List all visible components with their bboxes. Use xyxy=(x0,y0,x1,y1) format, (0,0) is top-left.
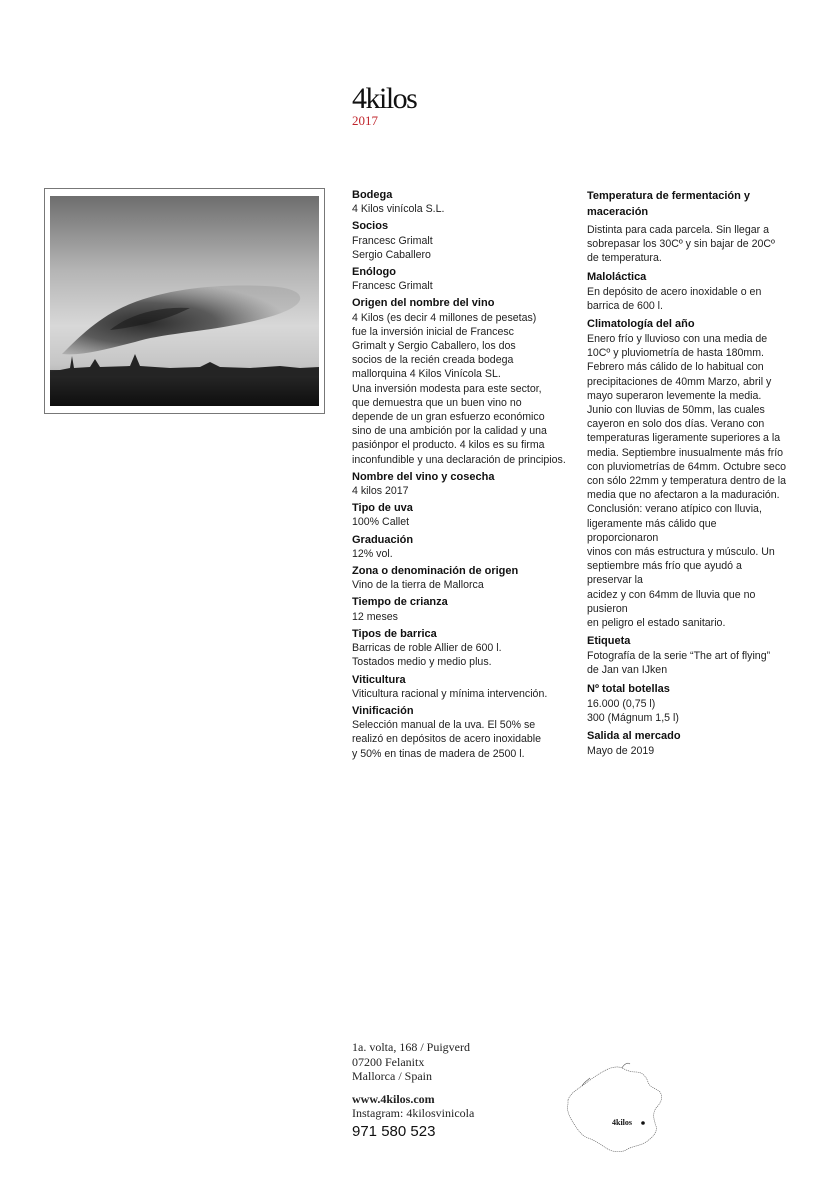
detail-section-uva xyxy=(352,501,572,529)
section-heading: Nº total botellas xyxy=(587,682,670,695)
address-line: 07200 Felanitx xyxy=(352,1054,425,1069)
detail-section-viticultura xyxy=(352,673,572,701)
section-text: Barricas de roble Allier de 600 l. Tostados medio y medio plus. xyxy=(352,642,502,669)
section-heading: Nombre del vino y cosecha xyxy=(352,470,495,483)
section-text: Vino de la tierra de Mallorca xyxy=(352,579,484,592)
address-block xyxy=(352,1040,474,1084)
location-dot-icon xyxy=(641,1121,645,1125)
section-text: Francesc Grimalt xyxy=(352,280,433,293)
instagram-handle[interactable]: Instagram: 4kilosvinicola xyxy=(352,1106,475,1120)
section-text: 100% Callet xyxy=(352,516,410,529)
section-heading: Socios xyxy=(352,220,389,233)
section-text: Viticultura racional y mínima intervención. xyxy=(352,687,548,700)
section-text: 4 kilos 2017 xyxy=(352,485,409,498)
online-block xyxy=(352,1092,474,1141)
section-text: 4 Kilos (es decir 4 millones de pesetas) fue la inversión inicial de Francesc Grimalt y Sergio Caballero, los dos socios de la recién creada bodega mallorquina 4 Kilos Vinícola SL. Una inversión modesta para este sector, que demuestra que un buen vino no depende de un gran esfuerzo económico sino de una ambición por la calidad y una pasiónpor el producto. 4 kilos es su firma inconfundible y una declaración de principios. xyxy=(352,311,566,466)
section-heading: Salida al mercado xyxy=(587,730,681,743)
starling-murmuration-photo xyxy=(50,196,319,406)
detail-section-climatologia xyxy=(587,316,787,630)
section-heading: Enólogo xyxy=(352,266,396,279)
detail-section-bodega xyxy=(352,188,572,216)
section-text: Fotografía de la serie “The art of flying” de Jan van IJken xyxy=(587,650,771,677)
address-line: 1a. volta, 168 / Puigverd xyxy=(352,1040,470,1054)
website-link[interactable]: www.4kilos.com xyxy=(352,1091,435,1106)
section-heading: Graduación xyxy=(352,533,414,546)
detail-section-barrica xyxy=(352,627,572,670)
contact-footer xyxy=(352,1040,474,1149)
section-heading: Origen del nombre del vino xyxy=(352,297,495,310)
phone-number[interactable]: 971 580 523 xyxy=(352,1122,436,1140)
section-heading: Maloláctica xyxy=(587,270,647,283)
mallorca-map xyxy=(560,1058,670,1158)
vintage-year: 2017 xyxy=(352,113,378,128)
left-details-column xyxy=(352,188,572,764)
section-heading: Bodega xyxy=(352,189,393,201)
detail-section-socios xyxy=(352,219,572,262)
detail-section-enologo xyxy=(352,265,572,293)
brand-header xyxy=(352,82,416,128)
section-heading: Vinificación xyxy=(352,704,414,717)
section-text: Enero frío y lluvioso con una media de 10Cº y pluviometría de hasta 180mm. Febrero más cálido de lo habitual con precipitaciones de 40mm Marzo, abril y mayo superaron levemente la media. Junio con lluvias de 50mm, las cuales cayeron en solo dos días. Verano con temperaturas ligeramente superiores a la media. Septiembre inusualmente más frío con pluviometrías de 64mm. Octubre seco con sólo 22mm y temperatura dentro de la media que no afectaron a la maduración. Conclusión: verano atípico con lluvia, ligeramente más cálido que proporcionaron vinos con más estructura y músculo. Un septiembre más frío que ayudó a preservar la acidez y con 64mm de lluvia que no pusieron en peligro el estado sanitario. xyxy=(587,333,787,630)
detail-section-botellas xyxy=(587,681,787,725)
mallorca-map-icon xyxy=(560,1058,670,1158)
right-details-column xyxy=(587,188,787,761)
detail-section-nombre xyxy=(352,470,572,498)
detail-section-temperatura xyxy=(587,188,787,266)
map-label: 4kilos xyxy=(612,1118,633,1127)
section-heading: Temperatura de fermentación y maceración xyxy=(587,190,751,218)
detail-section-zona xyxy=(352,564,572,592)
detail-section-graduacion xyxy=(352,533,572,561)
section-text: 12% vol. xyxy=(352,547,393,560)
section-heading: Etiqueta xyxy=(587,635,631,648)
section-text: Mayo de 2019 xyxy=(587,745,655,758)
section-text: Francesc Grimalt Sergio Caballero xyxy=(352,234,433,261)
section-heading: Viticultura xyxy=(352,673,406,686)
address-line: Mallorca / Spain xyxy=(352,1069,432,1083)
section-heading: Tipo de uva xyxy=(352,502,413,515)
detail-section-malolactica xyxy=(587,269,787,313)
section-text: 12 meses xyxy=(352,610,398,623)
detail-section-salida xyxy=(587,728,787,758)
section-text: 4 Kilos vinícola S.L. xyxy=(352,203,445,216)
section-heading: Tipos de barrica xyxy=(352,627,437,640)
section-text: 16.000 (0,75 l) 300 (Mágnum 1,5 l) xyxy=(587,697,679,724)
brand-name: 4kilos xyxy=(352,82,417,115)
detail-section-etiqueta xyxy=(587,633,787,677)
section-heading: Climatología del año xyxy=(587,318,695,331)
section-heading: Zona o denominación de origen xyxy=(352,565,519,578)
section-heading: Tiempo de crianza xyxy=(352,596,448,609)
detail-section-crianza xyxy=(352,595,572,623)
label-photo xyxy=(44,188,325,414)
section-text: Selección manual de la uva. El 50% se realizó en depósitos de acero inoxidable y 50% en tinas de madera de 2500 l. xyxy=(352,719,542,760)
detail-section-vinificacion xyxy=(352,704,572,761)
detail-section-origen xyxy=(352,296,572,466)
section-text: En depósito de acero inoxidable o en barrica de 600 l. xyxy=(587,285,762,312)
section-text: Distinta para cada parcela. Sin llegar a sobrepasar los 30Cº y sin bajar de 20Cº de temperatura. xyxy=(587,224,775,265)
